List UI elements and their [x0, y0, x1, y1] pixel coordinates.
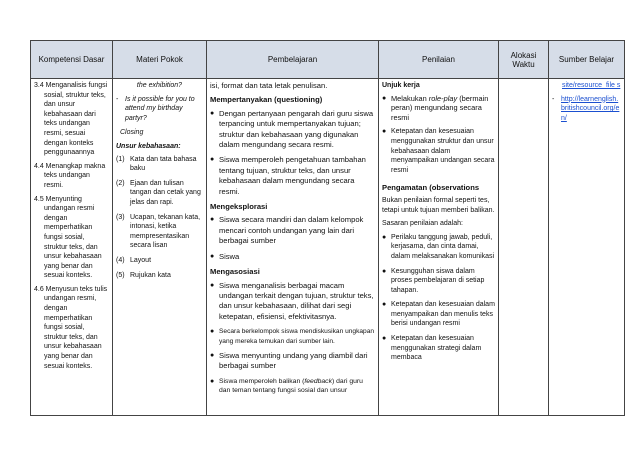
bullet-icon: ● — [210, 281, 215, 289]
heading-mempertanyakan: Mempertanyakan (questioning) — [210, 95, 323, 105]
bullet-icon: ● — [210, 109, 215, 117]
cell-penilaian — [379, 79, 499, 416]
header-pembelajaran: Pembelajaran — [207, 41, 379, 79]
bullet-text: Siswa menyunting undang yang diambil dari berbagai sumber — [219, 350, 368, 371]
header-row — [31, 41, 625, 79]
materi-item — [116, 256, 203, 266]
roleplay-italic: role-play — [428, 93, 458, 103]
bullet-item — [210, 155, 375, 197]
bullet-item — [382, 300, 495, 329]
bullet-item — [210, 281, 375, 323]
bullet-icon: ● — [382, 233, 387, 241]
bullet-icon: ● — [210, 216, 215, 224]
heading-mengeksplorasi: Mengeksplorasi — [210, 202, 268, 212]
bullet-text: Kesungguhan siswa dalam proses pembelajaran di setiap tahapan. — [391, 267, 485, 294]
bullet-item — [382, 94, 495, 123]
bullet-icon: ● — [382, 267, 387, 275]
bullet-icon: ● — [210, 252, 215, 260]
kd-4-6: 4.6 Menyusun teks tulis undangan resmi, dengan memperhatikan fungsi sosial, struktur teks, dan unsur kebahasaan yang benar dan sesuai konteks. — [34, 285, 108, 370]
item-number: (5) — [116, 271, 125, 279]
roleplay-post: (bermain peran) mengundang secara resmi — [391, 93, 489, 122]
cell-sumber-belajar — [549, 79, 625, 416]
bullet-item — [382, 233, 495, 262]
bullet-text — [391, 94, 495, 123]
header-kompetensi-dasar: Kompetensi Dasar — [31, 41, 113, 79]
bullet-icon: ● — [210, 328, 215, 336]
item-text: Rujukan kata — [130, 271, 171, 279]
materi-unsur-heading: Unsur kebahasaan: — [116, 142, 181, 150]
bullet-text: Ketepatan dan kesesuaian menggunakan strategi dalam membaca — [391, 335, 482, 362]
bullet-text: Perilaku tanggung jawab, peduli, kerjasama, dan cinta damai, dalam melaksanakan komunikasi — [391, 233, 495, 260]
feedback-post: ) dari guru dan teman tentang fungsi sosial dan unsur — [219, 377, 363, 395]
dash-marker: - — [116, 95, 119, 103]
bullet-text: Siswa — [219, 251, 240, 261]
bullet-item — [382, 334, 495, 363]
kd-4-5: 4.5 Menyunting undangan resmi dengan memperhatikan fungsi sosial, struktur teks, dan unsur kebahasaan yang benar dan sesuai konteks. — [34, 195, 102, 280]
bullet-text — [219, 377, 375, 396]
item-number: (2) — [116, 179, 125, 187]
materi-item — [116, 213, 203, 251]
item-text: Kata dan tata bahasa baku — [130, 155, 197, 173]
header-sumber-belajar: Sumber Belajar — [549, 41, 625, 79]
bullet-text: Secara berkelompok siswa mendiskusikan ungkapan yang mereka temukan dari sumber lain. — [219, 328, 375, 345]
bullet-icon: ● — [210, 377, 215, 385]
bullet-text: Ketepatan dan kesesuaian dalam menyampaikan dan menulis teks berisi undangan resmi — [391, 301, 495, 328]
item-text: Ucapan, tekanan kata, intonasi, ketika mempresentasikan secara lisan — [130, 213, 201, 250]
item-text: Ejaan dan tulisan tangan dan cetak yang jelas dan rapi. — [130, 179, 201, 206]
bullet-icon: ● — [382, 94, 387, 102]
bullet-text: Ketepatan dan kesesuaian menggunakan struktur dan unsur kebahasaan dalam menyampaikan undangan secara resmi — [391, 128, 495, 174]
bullet-text: Siswa memperoleh pengetahuan tambahan tentang tujuan, struktur teks, dan unsur kebahasaan dalam mengundang secara resmi. — [219, 155, 366, 196]
bullet-text: Siswa menganalisis berbagai macam undangan terkait dengan tujuan, struktur teks, dan unsur kebahasaan, dilihat dari segi ketepatan, efisiensi, efektivitasnya. — [219, 280, 374, 321]
syllabus-table — [30, 40, 625, 416]
bullet-icon: ● — [210, 351, 215, 359]
materi-item — [116, 179, 203, 208]
bullet-icon: ● — [382, 335, 387, 343]
header-penilaian: Penilaian — [379, 41, 499, 79]
bullet-icon: ● — [382, 128, 387, 136]
heading-unjuk-kerja: Unjuk kerja — [382, 82, 420, 89]
source-link-1-text[interactable]: site/resource_file s — [562, 82, 621, 89]
dash-marker: - — [552, 95, 555, 103]
item-text: Layout — [130, 256, 152, 264]
content-row — [31, 79, 625, 416]
bullet-item — [210, 327, 375, 346]
bullet-item — [210, 215, 375, 246]
bullet-icon: ● — [382, 301, 387, 309]
roleplay-pre: Melakukan — [391, 93, 429, 103]
materi-question-2-text: Is it possible for you to attend my birthday partyr? — [125, 95, 195, 122]
pembelajaran-top-text: isi, format dan tata letak penulisan. — [210, 81, 328, 90]
sasaran-text: Sasaran penilaian adalah: — [382, 220, 463, 228]
bullet-text: Dengan pertanyaan pengarah dari guru siswa terpancing untuk mempertanyakan tujuan; struktur dan kebahasaan yang digunakan dalam mengundang secara resmi. — [219, 108, 374, 150]
source-link-2[interactable]: http://learnenglish.britishcouncil.org/en/ — [561, 95, 620, 122]
feedback-italic: feedback — [304, 377, 332, 385]
item-number: (4) — [116, 256, 125, 264]
feedback-pre: Siswa memperoleh balikan ( — [219, 377, 305, 385]
heading-pengamatan: Pengamatan (observations — [382, 183, 480, 193]
materi-item — [116, 155, 203, 174]
cell-alokasi-waktu — [499, 79, 549, 416]
bullet-item — [210, 351, 375, 372]
materi-item — [116, 271, 203, 281]
source-link-2-item — [552, 95, 621, 124]
kd-3-4: 3.4 Menganalisis fungsi sosial, struktur teks, dan unsur kebahasaan dari teks undangan resmi, sesuai dengan konteks penggunaannya — [34, 82, 108, 157]
bullet-item — [210, 377, 375, 396]
materi-closing: Closing — [120, 129, 144, 137]
kd-4-4: 4.4 Menangkap makna teks undangan resmi. — [34, 162, 106, 189]
source-link-1[interactable] — [552, 81, 621, 91]
bullet-icon: ● — [210, 156, 215, 164]
cell-materi-pokok — [113, 79, 207, 416]
cell-kompetensi-dasar — [31, 79, 113, 416]
item-number: (3) — [116, 213, 125, 221]
pengamatan-text: Bukan penilaian formal seperti tes, tetapi untuk tujuan memberi balikan. — [382, 196, 495, 214]
heading-mengasosiasi: Mengasosiasi — [210, 267, 260, 277]
bullet-text: Siswa secara mandiri dan dalam kelompok mencari contoh undangan yang lain dari berbagai sumber — [219, 215, 364, 246]
bullet-item — [210, 252, 375, 262]
header-alokasi-waktu: Alokasi Waktu — [499, 41, 549, 79]
cell-pembelajaran — [207, 79, 379, 416]
materi-question-1: the exhibition? — [136, 82, 183, 89]
header-materi-pokok: Materi Pokok — [113, 41, 207, 79]
item-number: (1) — [116, 155, 125, 163]
bullet-item — [382, 127, 495, 175]
bullet-item — [382, 267, 495, 296]
materi-question-2 — [116, 95, 203, 124]
bullet-item — [210, 109, 375, 151]
